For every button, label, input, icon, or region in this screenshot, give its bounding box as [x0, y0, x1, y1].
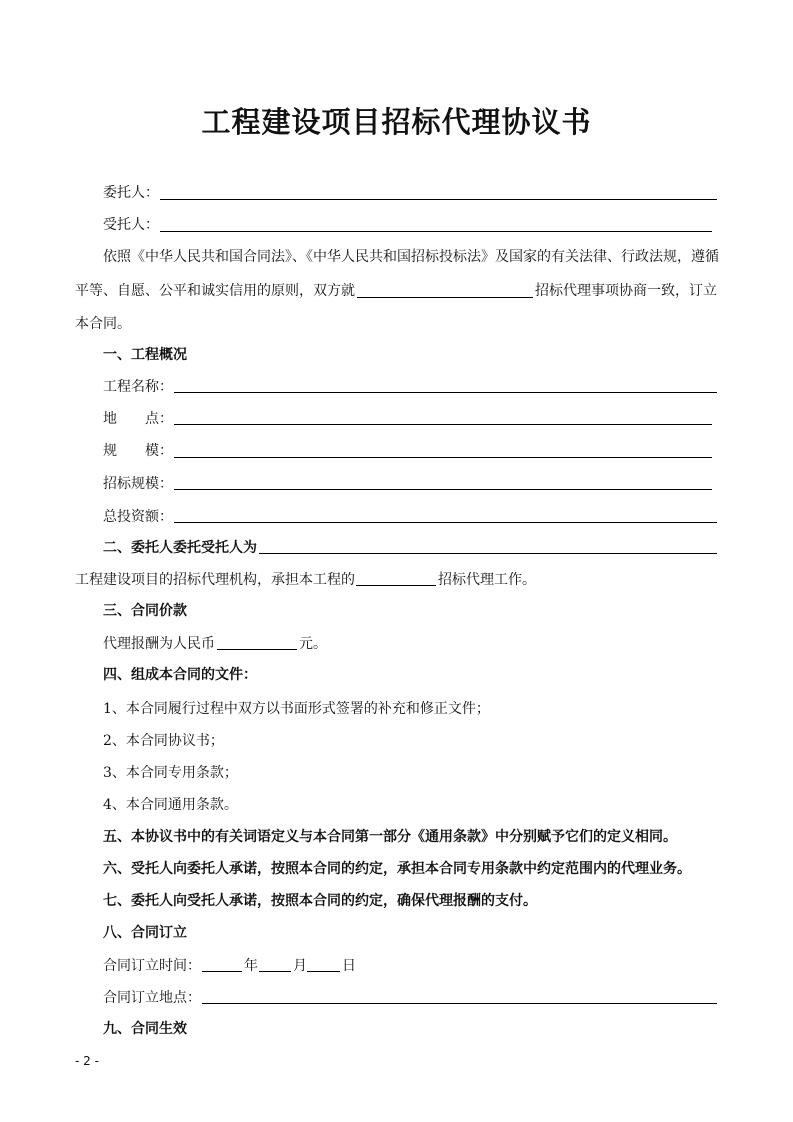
- month-label: 月: [293, 958, 307, 974]
- location-label: 地 点：: [103, 411, 173, 427]
- section-2-blank: [259, 552, 717, 554]
- project-name-label: 工程名称：: [103, 379, 173, 395]
- doc-item-2: 2、本合同协议书；: [103, 733, 224, 749]
- day-label: 日: [342, 958, 356, 974]
- intro-line-2b: 招标代理事项协商一致，订立: [535, 283, 717, 299]
- intro-line-3: 本合同。: [75, 316, 131, 332]
- principal-blank: [160, 198, 717, 200]
- section-2-heading: 二、委托人委托受托人为: [103, 540, 257, 556]
- section-7-heading: 七、委托人向受托人承诺，按照本合同的约定，确保代理报酬的支付。: [103, 893, 537, 909]
- location-blank: [174, 423, 712, 425]
- agent-blank: [160, 230, 712, 232]
- scale-blank: [174, 456, 712, 458]
- agent-label: 受托人：: [103, 217, 159, 233]
- section-6-heading: 六、受托人向委托人承诺，按照本合同的约定，承担本合同专用条款中约定范围内的代理业务。: [103, 861, 691, 877]
- section-2-scope-blank: [356, 584, 436, 586]
- section-3-heading: 三、合同价款: [103, 603, 187, 619]
- section-2-cont-b: 招标代理工作。: [438, 572, 536, 588]
- year-label: 年: [244, 958, 258, 974]
- total-investment-blank: [174, 521, 717, 523]
- section-9-heading: 九、合同生效: [103, 1021, 187, 1037]
- intro-line-1: 依照《中华人民共和国合同法》、《中华人民共和国招标投标法》及国家的有关法律、行政法规，遵循: [103, 249, 719, 265]
- tender-scale-blank: [174, 488, 712, 490]
- fee-text-b: 元。: [299, 636, 327, 652]
- year-blank: [202, 970, 242, 972]
- doc-item-1: 1、本合同履行过程中双方以书面形式签署的补充和修正文件；: [103, 701, 490, 717]
- sign-place-blank: [202, 1002, 717, 1004]
- section-8-heading: 八、合同订立: [103, 925, 187, 941]
- section-1-heading: 一、工程概况: [103, 347, 187, 363]
- fee-blank: [217, 648, 297, 650]
- intro-line-2a: 平等、自愿、公平和诚实信用的原则，双方就: [75, 283, 355, 299]
- doc-item-3: 3、本合同专用条款；: [103, 765, 238, 781]
- fee-text-a: 代理报酬为人民币: [103, 636, 215, 652]
- section-4-heading: 四、组成本合同的文件：: [103, 667, 257, 683]
- sign-place-label: 合同订立地点：: [103, 990, 201, 1006]
- intro-blank: [357, 296, 533, 298]
- document-title: 工程建设项目招标代理协议书: [201, 105, 592, 139]
- total-investment-label: 总投资额：: [103, 509, 173, 525]
- section-2-cont-a: 工程建设项目的招标代理机构，承担本工程的: [75, 572, 355, 588]
- day-blank: [307, 970, 340, 972]
- scale-label: 规 模：: [103, 443, 173, 459]
- tender-scale-label: 招标规模：: [103, 476, 173, 492]
- project-name-blank: [174, 391, 717, 393]
- doc-item-4: 4、本合同通用条款。: [103, 797, 238, 813]
- page-number: - 2 -: [75, 1054, 99, 1068]
- month-blank: [259, 970, 291, 972]
- sign-time-label: 合同订立时间：: [103, 958, 201, 974]
- section-5-heading: 五、本协议书中的有关词语定义与本合同第一部分《通用条款》中分别赋予它们的定义相同。: [103, 829, 677, 845]
- principal-label: 委托人：: [103, 185, 159, 201]
